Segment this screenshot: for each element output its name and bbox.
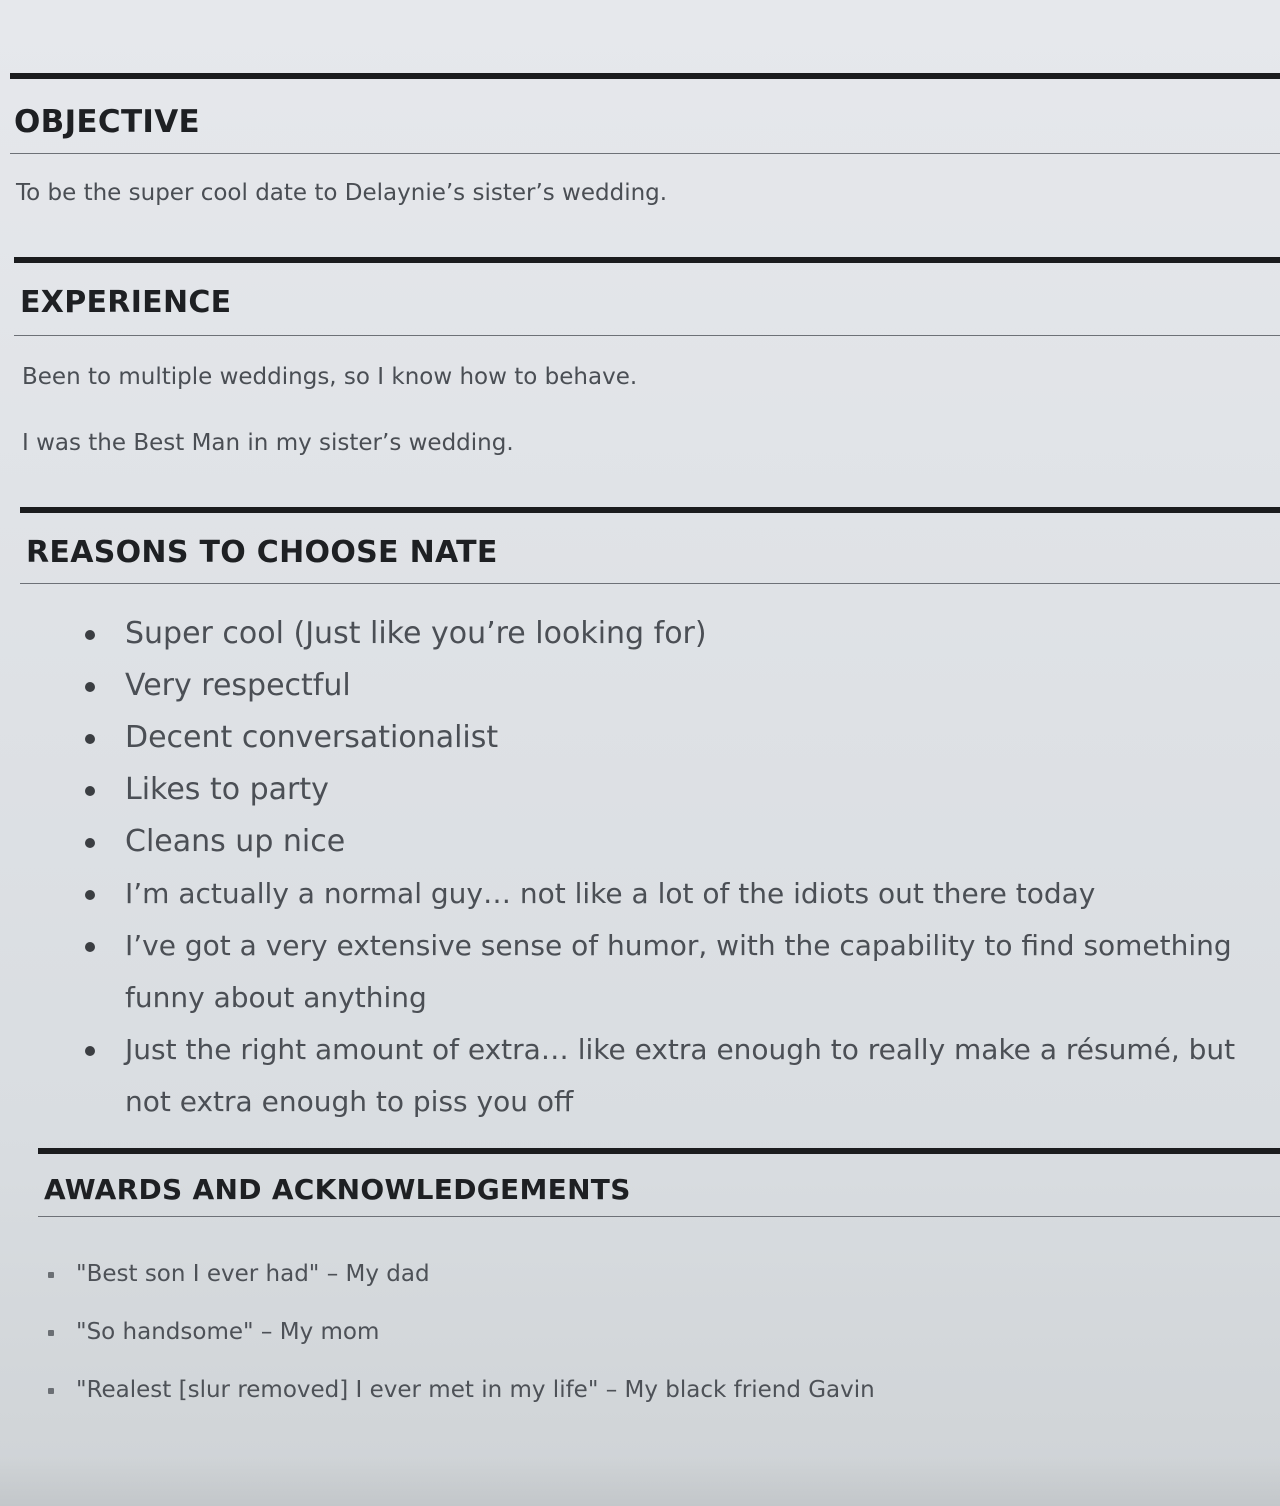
list-item xyxy=(20,660,1280,712)
award-text: "Best son I ever had" – My dad xyxy=(76,1261,430,1287)
list-item xyxy=(20,712,1280,764)
reason-text: Very respectful xyxy=(125,668,351,703)
experience-bottom-rule xyxy=(14,335,1280,336)
list-item xyxy=(38,1303,1280,1361)
reason-text: I’m actually a normal guy… not like a lot of the idiots out there today xyxy=(125,877,1096,910)
bullet-icon xyxy=(48,1272,54,1278)
reason-text: Just the right amount of extra… like extra enough to really make a résumé, but not extra enough to piss you off xyxy=(125,1033,1236,1118)
experience-section xyxy=(14,257,1280,456)
bullet-icon xyxy=(85,838,95,848)
list-item xyxy=(20,816,1280,868)
awards-list xyxy=(38,1245,1280,1419)
bullet-icon xyxy=(85,630,95,640)
bullet-icon xyxy=(85,786,95,796)
page-bottom-shadow xyxy=(0,1456,1280,1506)
reason-text: Cleans up nice xyxy=(125,824,346,859)
list-item xyxy=(38,1245,1280,1303)
reasons-list xyxy=(20,608,1280,1128)
objective-bottom-rule xyxy=(10,153,1280,154)
list-item xyxy=(20,920,1280,1024)
list-item xyxy=(38,1361,1280,1419)
bullet-icon xyxy=(85,682,95,692)
awards-bottom-rule xyxy=(38,1216,1280,1217)
bullet-icon xyxy=(85,890,95,900)
list-item xyxy=(20,608,1280,660)
reasons-heading: REASONS TO CHOOSE NATE xyxy=(26,535,498,570)
reason-text: Likes to party xyxy=(125,772,329,807)
list-item xyxy=(20,764,1280,816)
award-text: "So handsome" – My mom xyxy=(76,1319,380,1345)
experience-line: I was the Best Man in my sister’s wedding. xyxy=(22,430,514,456)
bullet-icon xyxy=(85,942,95,952)
reason-text: Decent conversationalist xyxy=(125,720,499,755)
award-text: "Realest [slur removed] I ever met in my life" – My black friend Gavin xyxy=(76,1377,875,1403)
experience-heading: EXPERIENCE xyxy=(20,285,232,320)
objective-section xyxy=(10,73,1280,206)
list-item xyxy=(20,1024,1280,1128)
objective-text: To be the super cool date to Delaynie’s sister’s wedding. xyxy=(16,180,668,206)
awards-section xyxy=(38,1148,1280,1419)
reasons-bottom-rule xyxy=(20,583,1280,584)
bullet-icon xyxy=(85,734,95,744)
bullet-icon xyxy=(85,1046,95,1056)
awards-heading: AWARDS AND ACKNOWLEDGEMENTS xyxy=(44,1173,631,1206)
list-item xyxy=(20,868,1280,920)
reasons-section xyxy=(20,507,1280,1128)
bullet-icon xyxy=(48,1388,54,1394)
reason-text: Super cool (Just like you’re looking for) xyxy=(125,616,707,651)
reason-text: I’ve got a very extensive sense of humor, with the capability to find something funny about anything xyxy=(125,929,1232,1014)
experience-line: Been to multiple weddings, so I know how to behave. xyxy=(22,364,638,390)
objective-heading: OBJECTIVE xyxy=(14,104,200,140)
bullet-icon xyxy=(48,1330,54,1336)
